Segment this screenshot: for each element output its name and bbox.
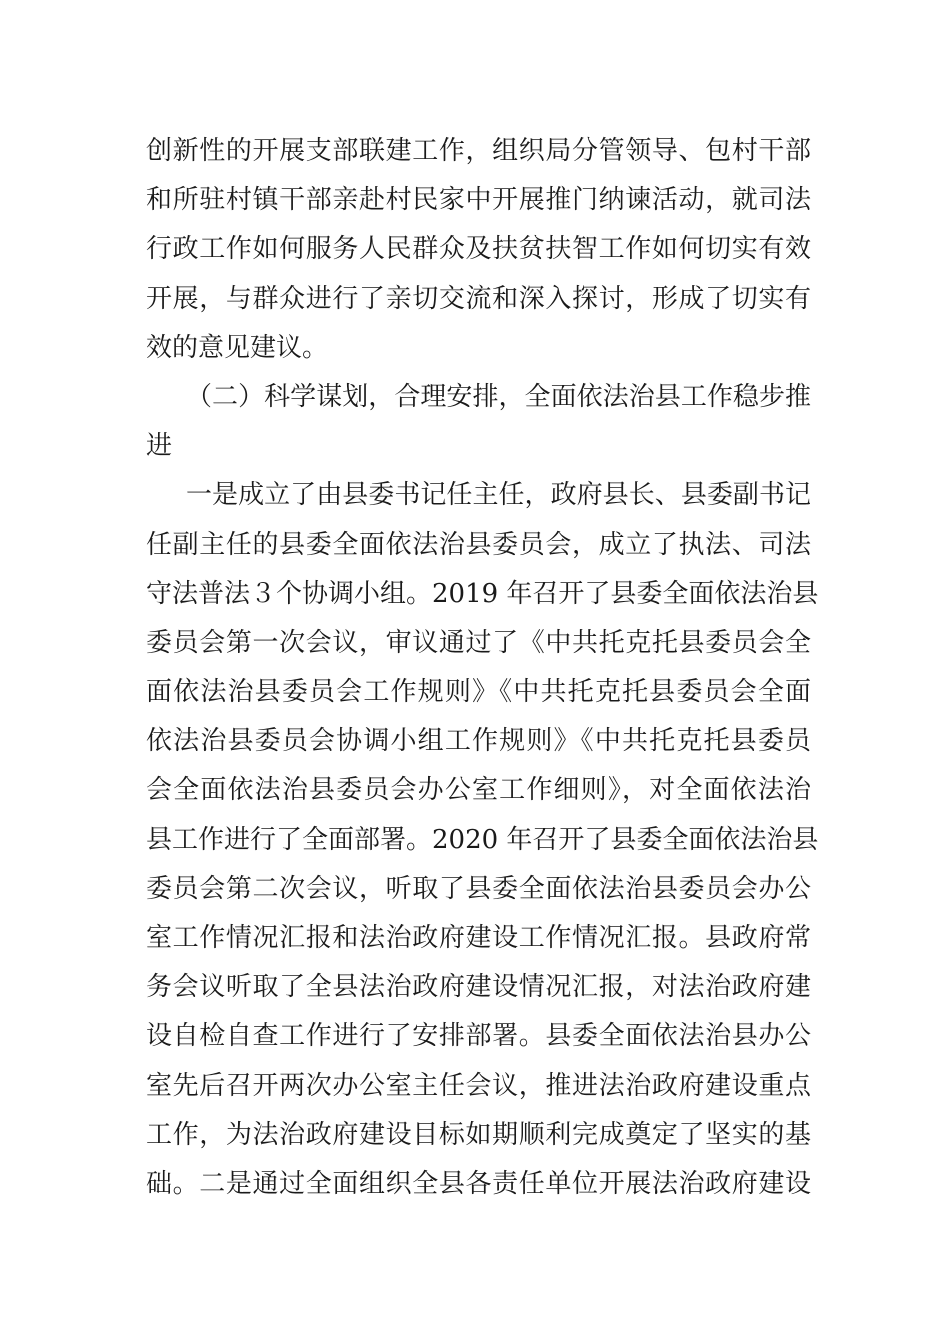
body-text	[146, 127, 819, 1209]
text-line: 效的意见建议。	[146, 332, 329, 363]
text-line: 守法普法３个协调小组。2019 年召开了县委全面依法治县	[146, 578, 819, 609]
text-line: 务会议听取了全县法治政府建设情况汇报，对法治政府建	[146, 972, 811, 1003]
text-line: 室工作情况汇报和法治政府建设工作情况汇报。县政府常	[146, 923, 811, 953]
section-heading-line: 进	[146, 431, 173, 462]
text-line: 行政工作如何服务人民群众及扶贫扶智工作如何切实有效	[146, 234, 811, 265]
text-line: 委员会第二次会议，听取了县委全面依法治县委员会办公	[146, 873, 811, 904]
text-line: 会全面依法治县委员会办公室工作细则》，对全面依法治	[146, 775, 811, 806]
text-line: 县工作进行了全面部署。2020 年召开了县委全面依法治县	[146, 824, 819, 855]
text-line: 任副主任的县委全面依法治县委员会，成立了执法、司法	[146, 529, 811, 560]
text-line: 一是成立了由县委书记任主任，政府县长、县委副书记	[186, 480, 811, 511]
text-line: 委员会第一次会议，审议通过了《中共托克托县委员会全	[146, 627, 811, 658]
text-line: 创新性的开展支部联建工作，组织局分管领导、包村干部	[146, 136, 811, 166]
section-heading-line: （二）科学谋划，合理安排，全面依法治县工作稳步推	[186, 381, 811, 412]
text-line: 室先后召开两次办公室主任会议，推进法治政府建设重点	[146, 1070, 811, 1101]
text-line: 依法治县委员会协调小组工作规则》《中共托克托县委员	[146, 726, 811, 757]
text-line: 面依法治县委员会工作规则》《中共托克托县委员会全面	[146, 677, 811, 708]
text-line: 开展，与群众进行了亲切交流和深入探讨，形成了切实有	[146, 283, 811, 314]
text-line: 设自检自查工作进行了安排部署。县委全面依法治县办公	[146, 1021, 811, 1052]
text-line: 和所驻村镇干部亲赴村民家中开展推门纳谏活动，就司法	[146, 185, 811, 216]
text-line: 础。二是通过全面组织全县各责任单位开展法治政府建设	[146, 1168, 811, 1199]
text-line: 工作，为法治政府建设目标如期顺利完成奠定了坚实的基	[146, 1119, 811, 1150]
